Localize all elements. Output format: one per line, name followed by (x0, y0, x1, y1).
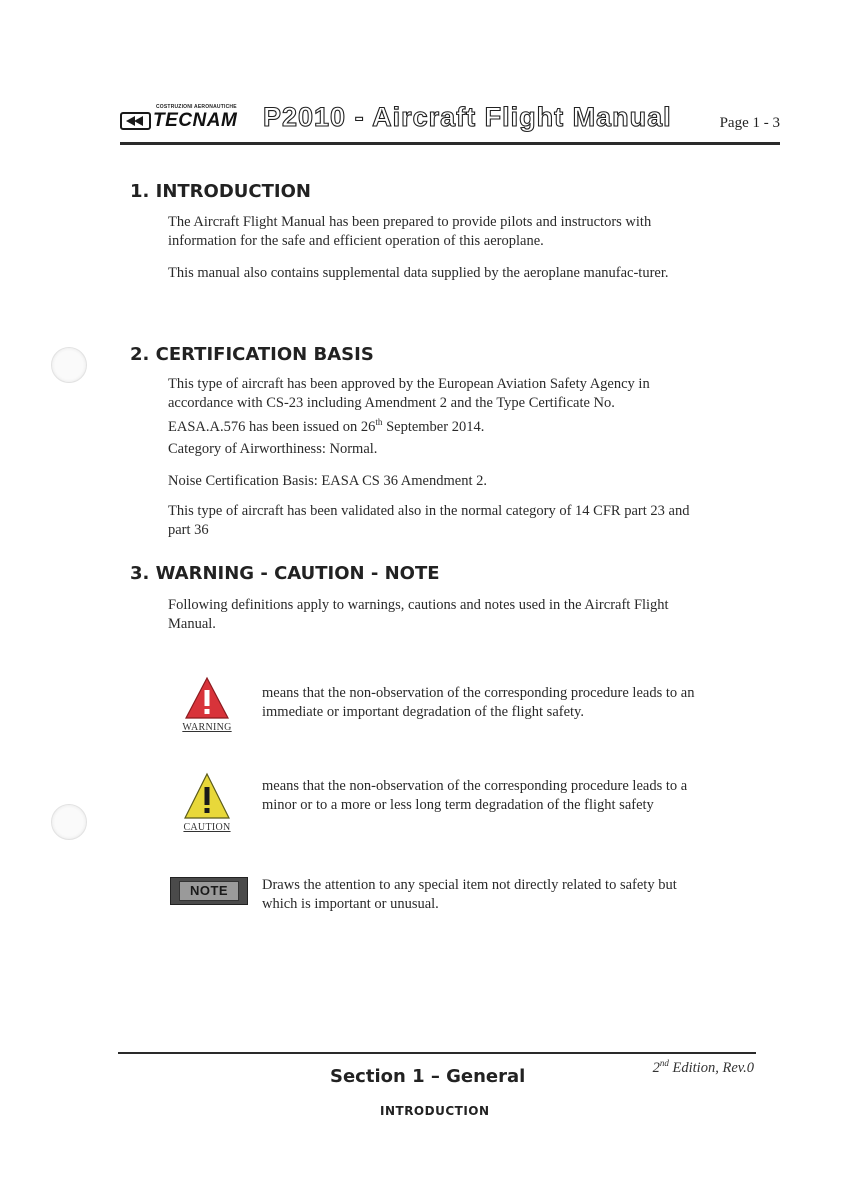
heading-introduction: 1. INTRODUCTION (130, 181, 311, 202)
page-header (120, 104, 780, 140)
warning-triangle-icon (172, 676, 242, 720)
warning-label: WARNING (182, 722, 232, 733)
caution-block (172, 772, 242, 834)
manual-title: P2010 - Aircraft Flight Manual (263, 102, 672, 132)
page-number: Page 1 - 3 (719, 115, 780, 131)
footer-section-subtitle: INTRODUCTION (380, 1104, 490, 1118)
heading-certification-basis: 2. CERTIFICATION BASIS (130, 344, 374, 365)
punch-hole-top (51, 347, 87, 383)
edition-suffix-sup: nd (659, 1058, 669, 1068)
header-rule (120, 142, 780, 145)
logo-tagline: COSTRUZIONI AERONAUTICHE (156, 104, 237, 110)
footer-rule (118, 1052, 756, 1054)
cert-text-after: September 2014. (382, 418, 485, 435)
intro-paragraph-2: This manual also contains supplemental data supplied by the aeroplane manufac-turer. (168, 265, 669, 281)
definitions-intro: Following definitions apply to warnings, cautions and notes used in the Aircraft Flight Manual. (168, 597, 669, 632)
heading-warning-caution-note: 3. WARNING - CAUTION - NOTE (130, 563, 440, 584)
cert-paragraph-4: This type of aircraft has been validated also in the normal category of 14 CFR part 23 and part 36 (168, 503, 690, 538)
note-definition: Draws the attention to any special item not directly related to safety but which is important or unusual. (262, 877, 677, 912)
note-label: NOTE (179, 881, 239, 901)
warning-definition: means that the non-observation of the corresponding procedure leads to an immediate or important degradation of the flight safety. (262, 685, 695, 720)
tecnam-logo-icon (120, 112, 151, 130)
tecnam-logo (120, 104, 240, 134)
edition-text: Edition, Rev.0 (668, 1059, 754, 1076)
edition-info (653, 1058, 754, 1077)
caution-label: CAUTION (183, 822, 231, 833)
cert-paragraph-3: Noise Certification Basis: EASA CS 36 Amendment 2. (168, 473, 487, 489)
intro-paragraph-1: The Aircraft Flight Manual has been prepared to provide pilots and instructors with information for the safe and efficient operation of this aeroplane. (168, 214, 652, 249)
warning-block (172, 676, 242, 736)
edition-number: 2 (652, 1059, 660, 1076)
logo-name: TECNAM (153, 110, 238, 131)
cert-paragraph-2: Category of Airworthiness: Normal. (168, 441, 378, 457)
cert-text-sup: th (375, 417, 383, 427)
cert-paragraph-1 (168, 375, 690, 437)
note-badge (170, 877, 248, 905)
cert-text-before: This type of aircraft has been approved by the European Aviation Safety Agency in accordance with CS-23 including Amendment 2 and the Type Certificate No. EASA.A.576 has been issued on 26 (168, 376, 650, 435)
footer-section-title: Section 1 – General (330, 1066, 526, 1087)
punch-hole-bottom (51, 804, 87, 840)
caution-definition: means that the non-observation of the corresponding procedure leads to a minor or to a more or less long term degradation of the flight safety (262, 778, 688, 813)
caution-triangle-icon (172, 772, 242, 820)
